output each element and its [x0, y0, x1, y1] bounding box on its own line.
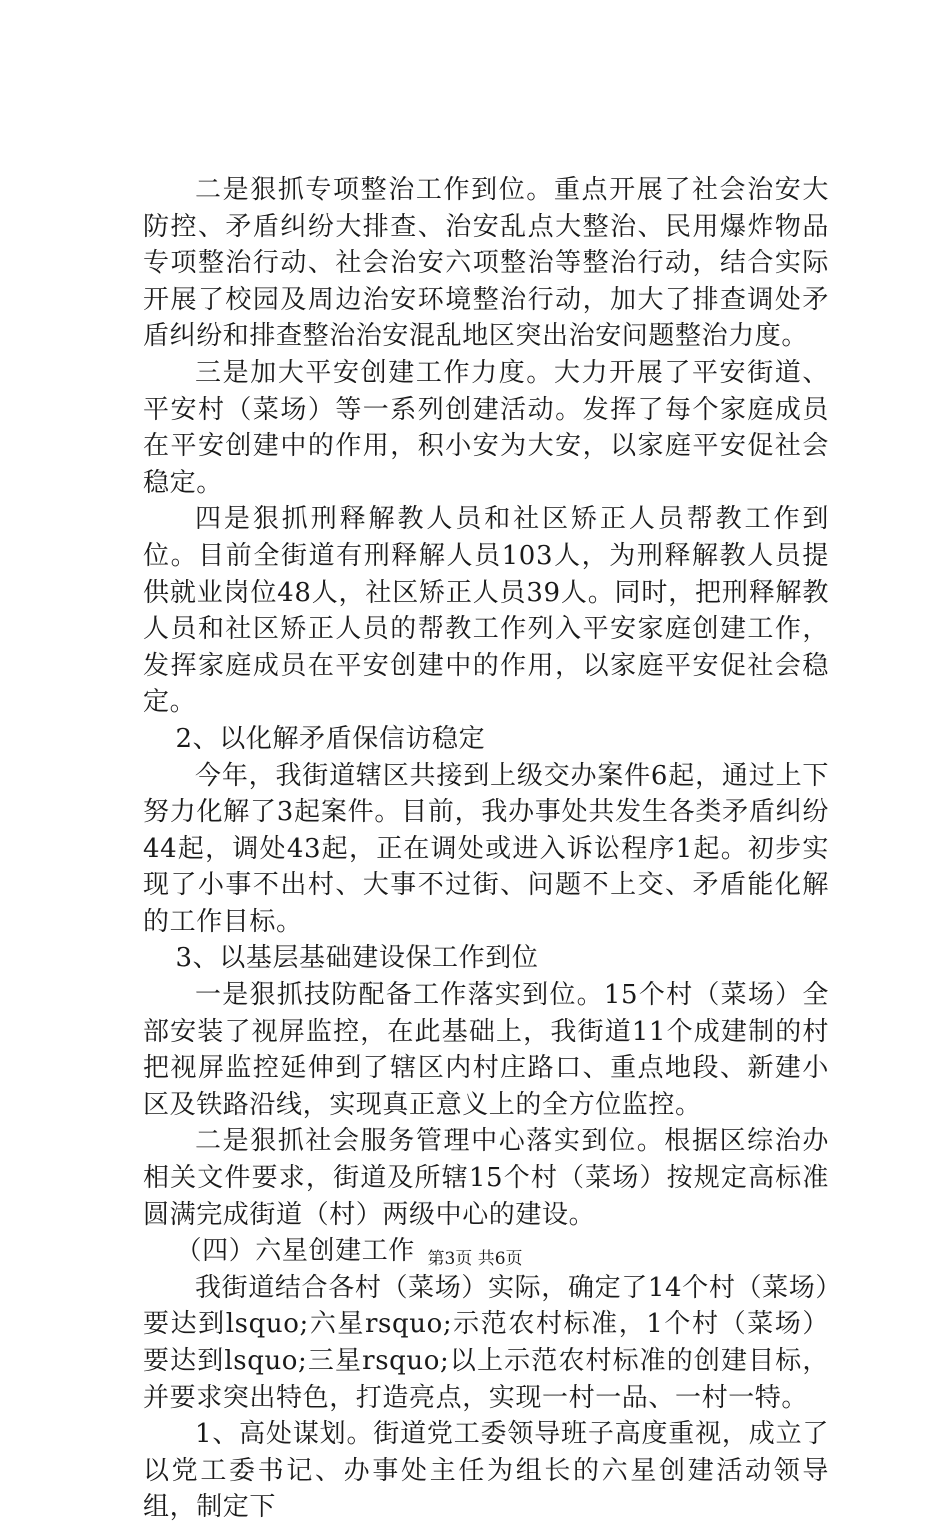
section-heading-six-star: （四）六星创建工作 — [175, 1236, 415, 1267]
section-heading-dispute-resolution: 2、以化解矛盾保信访稳定 — [175, 723, 486, 754]
section-heading-grassroots-construction: 3、以基层基础建设保工作到位 — [175, 943, 539, 974]
paragraph-service-center: 二是狠抓社会服务管理中心落实到位。根据区综治办相关文件要求，街道及所辖15个村（菜场）按规定高标准圆满完成街道（村）两级中心的建设。 — [143, 1126, 829, 1230]
page-number-footer: 第3页 共6页 — [427, 1249, 523, 1269]
paragraph-released-personnel: 四是狠抓刑释解教人员和社区矫正人员帮教工作到位。目前全街道有刑释解人员103人，为刑释解教人员提供就业岗位48人，社区矫正人员39人。同时，把刑释解教人员和社区矫正人员的帮教工作列入平安家庭创建工作，发挥家庭成员在平安创建中的作用，以家庭平安促社会稳定。 — [143, 504, 829, 718]
paragraph-cases-this-year: 今年，我街道辖区共接到上级交办案件6起，通过上下努力化解了3起案件。目前，我办事处共发生各类矛盾纠纷44起，调处43起，正在调处或进入诉讼程序1起。初步实现了小事不出村、大事不过街、问题不上交、矛盾能化解的工作目标。 — [143, 760, 829, 937]
paragraph-video-monitoring: 一是狠抓技防配备工作落实到位。15个村（菜场）全部安装了视屏监控，在此基础上，我街道11个成建制的村把视屏监控延伸到了辖区内村庄路口、重点地段、新建小区及铁路沿线，实现真正意义上的全方位监控。 — [143, 980, 829, 1120]
paragraph-safety-creation: 三是加大平安创建工作力度。大力开展了平安街道、平安村（菜场）等一系列创建活动。发挥了每个家庭成员在平安创建中的作用，积小安为大安，以家庭平安促社会稳定。 — [143, 357, 829, 498]
document-body — [143, 172, 829, 1526]
paragraph-six-star-goals: 我街道结合各村（菜场）实际，确定了14个村（菜场）要达到lsquo;六星rsquo;示范农村标准，1个村（菜场）要达到lsquo;三星rsquo;以上示范农村标准的创建目标，并要求突出特色，打造亮点，实现一村一品、一村一特。 — [143, 1272, 829, 1413]
paragraph-high-level-planning: 1、高处谋划。街道党工委领导班子高度重视，成立了以党工委书记、办事处主任为组长的六星创建活动领导组，制定下 — [143, 1419, 829, 1523]
paragraph-special-rectification: 二是狠抓专项整治工作到位。重点开展了社会治安大防控、矛盾纠纷大排查、治安乱点大整治、民用爆炸物品专项整治行动、社会治安六项整治等整治行动，结合实际开展了校园及周边治安环境整治行动，加大了排查调处矛盾纠纷和排查整治治安混乱地区突出治安问题整治力度。 — [143, 175, 829, 352]
